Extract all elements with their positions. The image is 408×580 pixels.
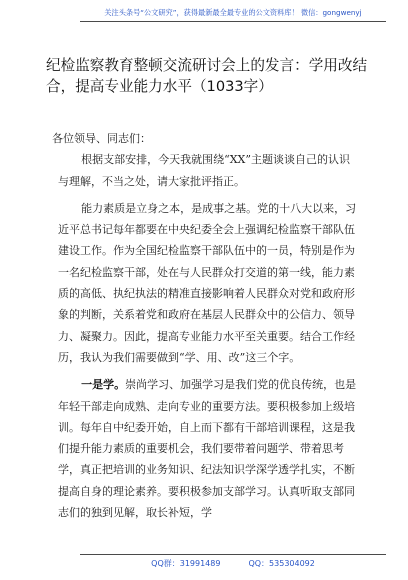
footer-qq: QQ：535304092 bbox=[248, 559, 315, 568]
footer-qq-group: QQ群：31991489 bbox=[151, 559, 221, 568]
document-body bbox=[52, 128, 358, 523]
section-study-text: 崇尚学习、加强学习是我们党的优良传统，也是年轻干部走向成熟、走向专业的重要方法。要积极参加上级培训。每年自中纪委开始，自上而下都有干部培训课程，这是我们提升能力素质的重要机会，我们要带着问题学、带着思考学，真正把培训的业务知识、纪法知识学深学透学扎实，不断提高自身的理论素养。要积极参加支部学习。认真听取支部同志们的独到见解，取长补短，学 bbox=[58, 378, 357, 520]
header-promo-note: 关注头条号“公文研究”，获得最新最全最专业的公文资料库！ 微信：gongwenyj bbox=[80, 8, 386, 22]
footer-contact bbox=[80, 554, 386, 569]
section-lead-label: 一是学。 bbox=[81, 378, 126, 392]
salutation: 各位领导、同志们： bbox=[52, 132, 151, 145]
paragraph-section-study bbox=[58, 374, 358, 523]
paragraph-intro: 根据支部安排，今天我就围绕“XX”主题谈谈自己的认识与理解，不当之处，请大家批评指正。 bbox=[58, 153, 351, 188]
document-title: 纪检监察教育整顿交流研讨会上的发言：学用改结合，提高专业能力水平（1033字） bbox=[46, 57, 368, 95]
paragraph-ability: 能力素质是立身之本，是成事之基。党的十八大以来，习近平总书记每年都要在中央纪委全会上强调纪检监察干部队伍建设工作。作为全国纪检监察干部队伍中的一员，特别是作为一名纪检监察干部，处在与人民群众打交道的第一线，能力素质的高低、执纪执法的精准直接影响着人民群众对党和政府形象的判断，关系着党和政府在基层人民群众中的公信力、领导力、凝聚力。因此，提高专业能力水平至关重要。结合工作经历，我认为我们需要做到“学、用、改”这三个字。 bbox=[58, 201, 357, 364]
